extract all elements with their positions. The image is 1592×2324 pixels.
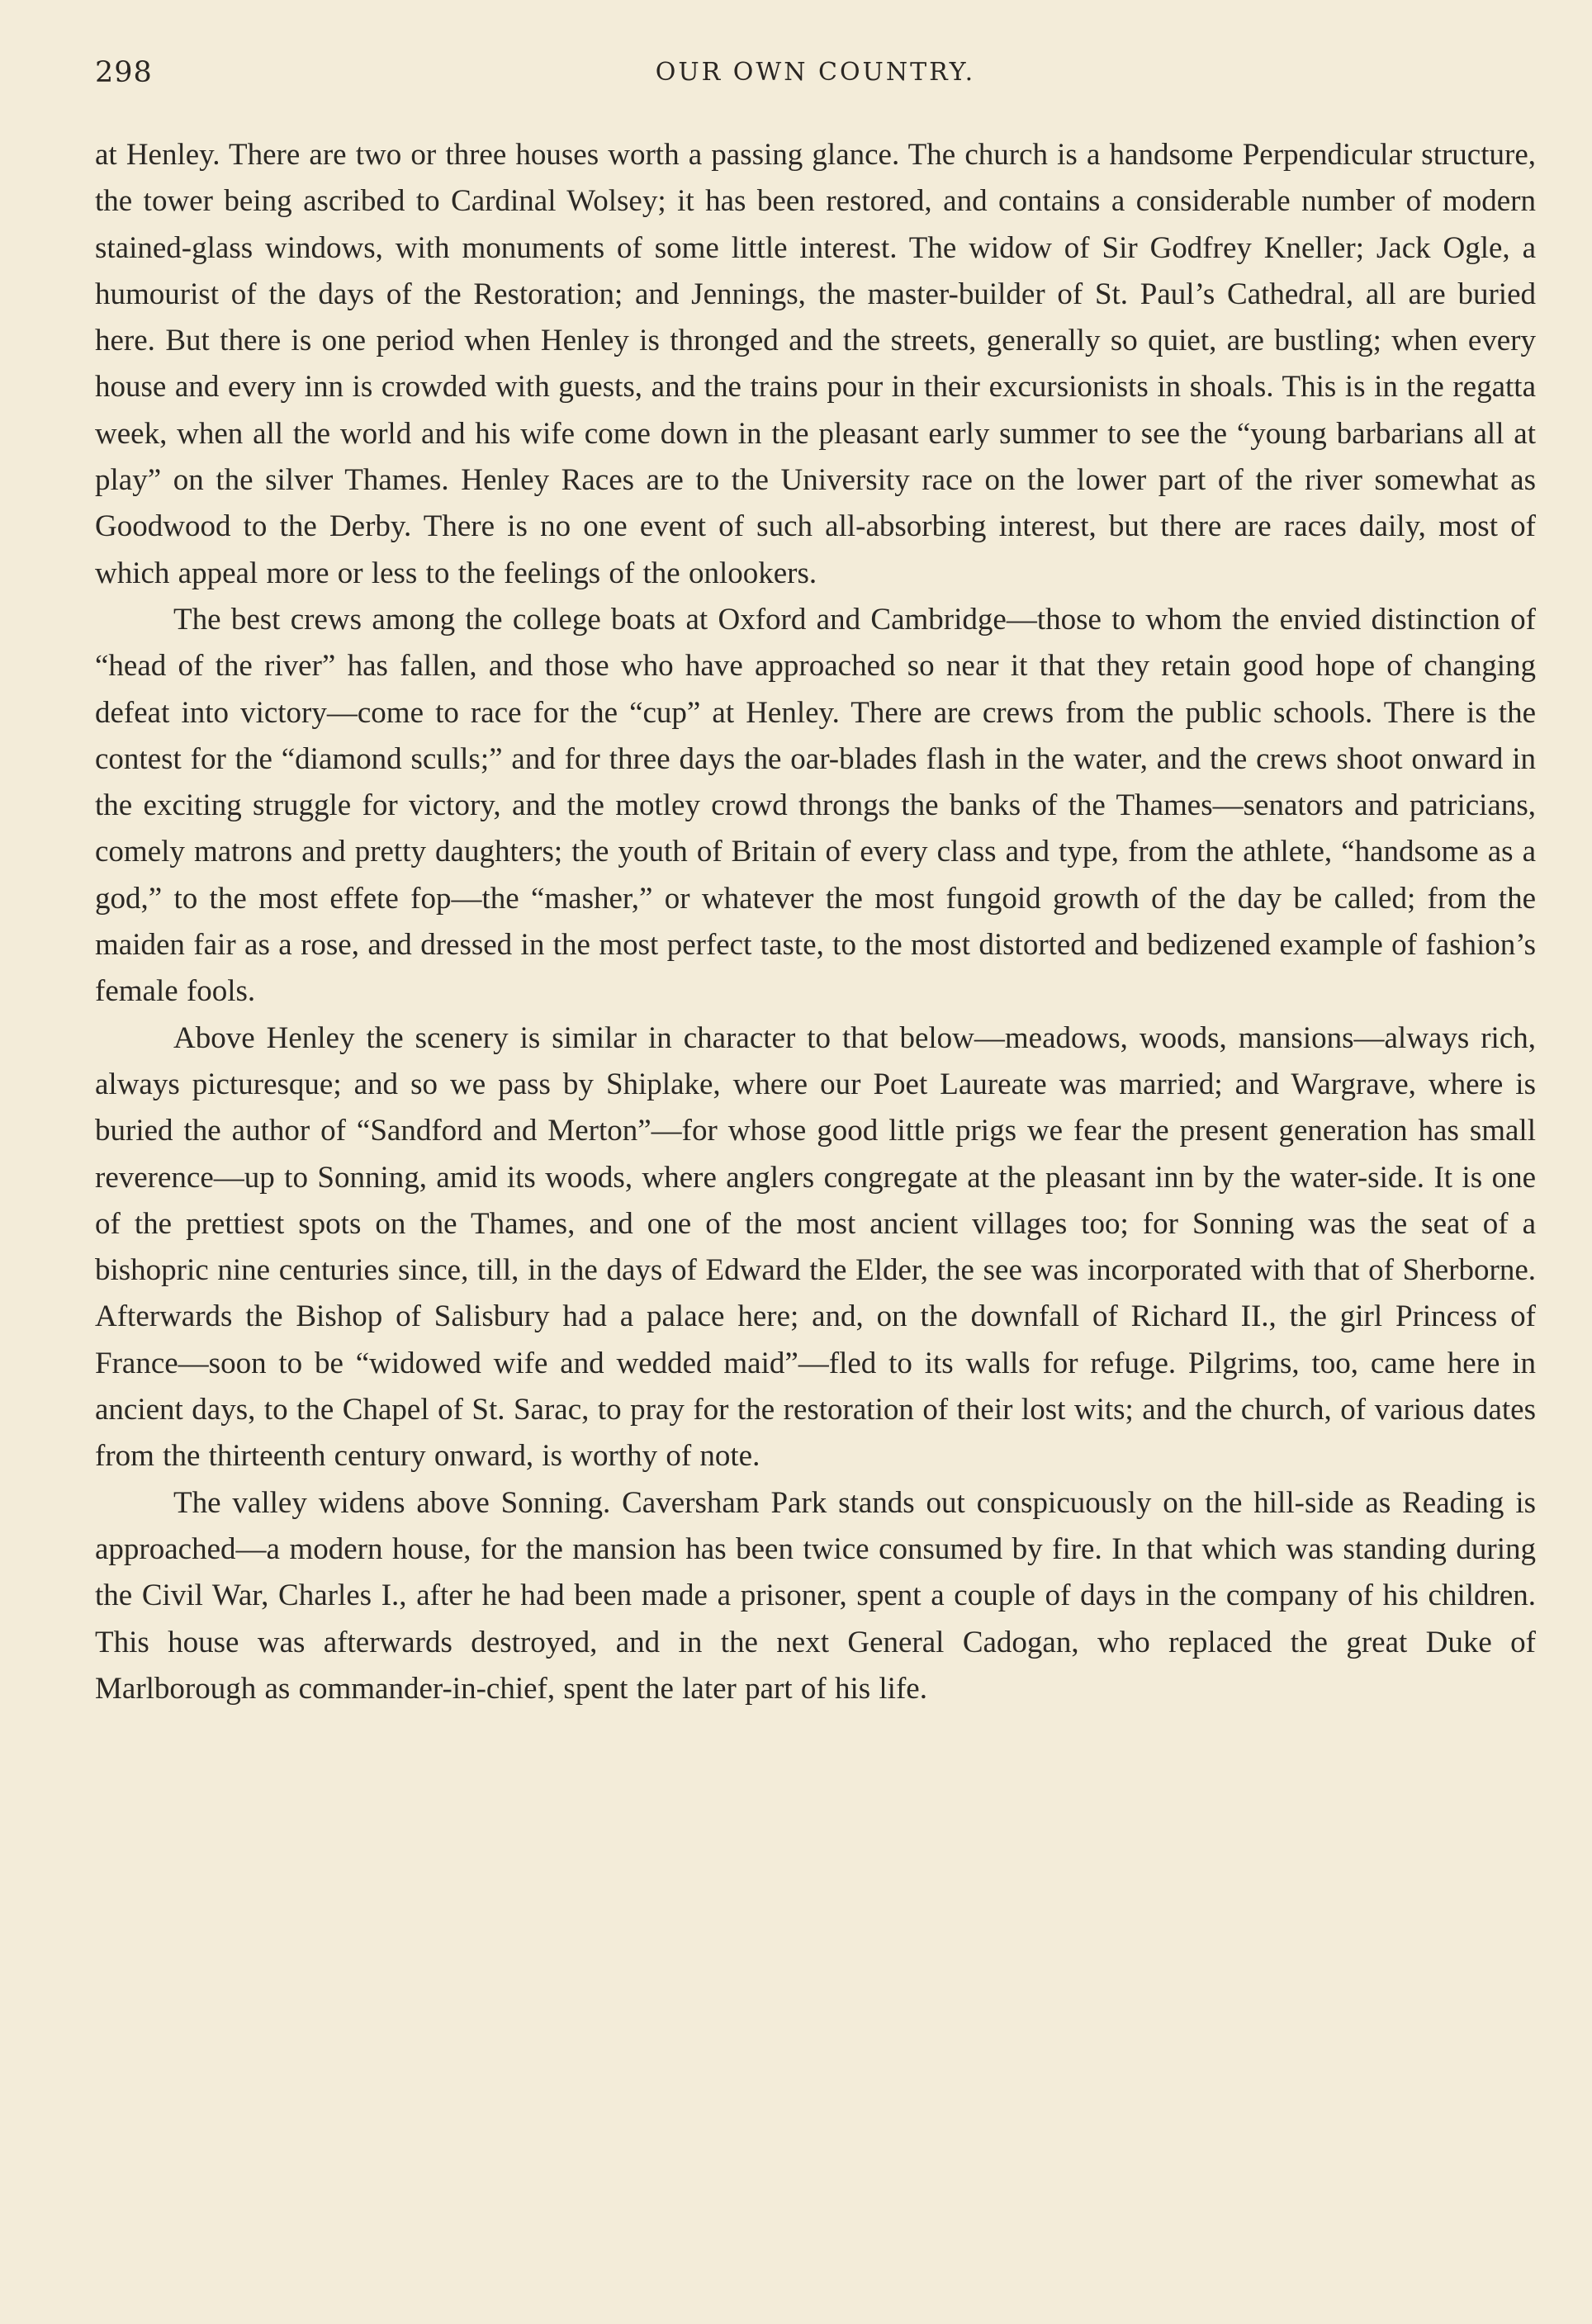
- paragraph-1: at Henley. There are two or three houses worth a passing glance. The church is a handsome Perpendicular structure, the tower being ascribed to Cardinal Wolsey; it has been restored, and contains a considerable number of modern stained-glass windows, with monuments of some little interest. The widow of Sir Godfrey Kneller; Jack Ogle, a humourist of the days of the Restoration; and Jennings, the master-builder of St. Paul’s Cathedral, all are buried here. But there is one period when Henley is thronged and the streets, generally so quiet, are bustling; when every house and every inn is crowded with guests, and the trains pour in their excursionists in shoals. This is in the regatta week, when all the world and his wife come down in the pleasant early summer to see the “young barbarians all at play” on the silver Thames. Henley Races are to the University race on the lower part of the river somewhat as Goodwood to the Derby. There is no one event of such all-absorbing interest, but there are races daily, most of which appeal more or less to the feelings of the onlookers.: [95, 138, 1536, 590]
- body-text: [95, 132, 1536, 1712]
- page-number: 298: [95, 56, 153, 89]
- page-header: [95, 56, 1536, 106]
- paragraph-2: The best crews among the college boats at Oxford and Cambridge—those to whom the envied distinction of “head of the river” has fallen, and those who have approached so near it that they retain good hope of changing defeat into victory—come to race for the “cup” at Henley. There are crews from the public schools. There is the contest for the “diamond sculls;” and for three days the oar-blades flash in the water, and the crews shoot onward in the exciting struggle for victory, and the motley crowd throngs the banks of the Thames—senators and patricians, comely matrons and pretty daughters; the youth of Britain of every class and type, from the athlete, “handsome as a god,” to the most effete fop—the “masher,” or whatever the most fungoid growth of the day be called; from the maiden fair as a rose, and dressed in the most perfect taste, to the most distorted and bedizened example of fashion’s female fools.: [95, 602, 1536, 1009]
- paragraph-3: Above Henley the scenery is similar in character to that below—meadows, woods, mansions—always rich, always picturesque; and so we pass by Shiplake, where our Poet Laureate was married; and Wargrave, where is buried the author of “Sandford and Merton”—for whose good little prigs we fear the present generation has small reverence—up to Sonning, amid its woods, where anglers congregate at the pleasant inn by the water-side. It is one of the prettiest spots on the Thames, and one of the most ancient villages too; for Sonning was the seat of a bishopric nine centuries since, till, in the days of Edward the Elder, the see was incorporated with that of Sherborne. Afterwards the Bishop of Salisbury had a palace here; and, on the downfall of Richard II., the girl Princess of France—soon to be “widowed wife and wedded maid”—fled to its walls for refuge. Pilgrims, too, came here in ancient days, to the Chapel of St. Sarac, to pray for the restoration of their lost wits; and the church, of various dates from the thirteenth century onward, is worthy of note.: [95, 1020, 1536, 1474]
- running-title: OUR OWN COUNTRY.: [655, 58, 976, 87]
- paragraph-4: The valley widens above Sonning. Caversham Park stands out conspicuously on the hill-side as Reading is approached—a modern house, for the mansion has been twice consumed by fire. In that which was standing during the Civil War, Charles I., after he had been made a prisoner, spent a couple of days in the company of his children. This house was afterwards destroyed, and in the next General Cadogan, who replaced the great Duke of Marlborough as commander-in-chief, spent the later part of his life.: [95, 1485, 1536, 1706]
